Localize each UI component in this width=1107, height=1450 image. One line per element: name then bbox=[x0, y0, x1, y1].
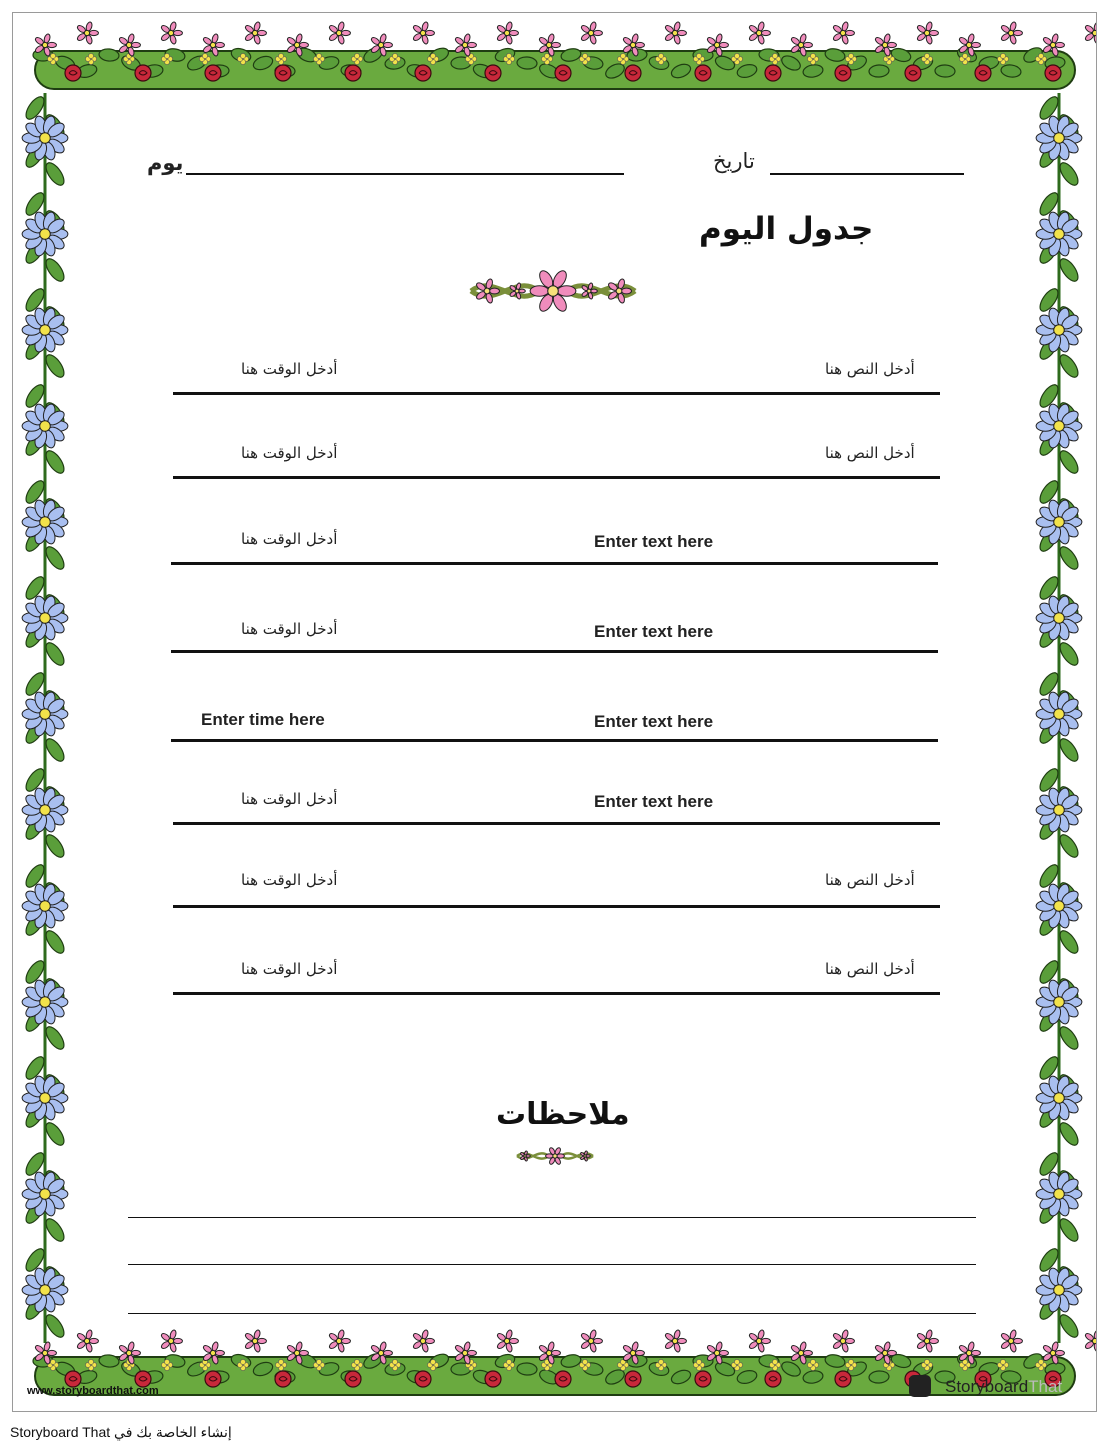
pink-flower-icon bbox=[580, 21, 602, 44]
date-label: تاريخ bbox=[713, 149, 755, 173]
pink-flower-icon bbox=[580, 1329, 602, 1352]
red-rose-icon bbox=[415, 65, 431, 81]
red-rose-icon bbox=[1045, 65, 1061, 81]
schedule-text-field[interactable]: Enter text here bbox=[594, 622, 714, 641]
day-label: يوم bbox=[147, 151, 184, 175]
red-rose-icon bbox=[765, 65, 781, 81]
notes-line[interactable] bbox=[128, 1217, 976, 1218]
schedule-text-field[interactable]: Enter text here bbox=[594, 712, 714, 731]
red-rose-icon bbox=[415, 1371, 431, 1387]
schedule-time-field[interactable]: أدخل الوقت هنا bbox=[241, 960, 338, 978]
day-field-line[interactable] bbox=[186, 173, 624, 175]
schedule-text-field[interactable]: أدخل النص هنا bbox=[825, 871, 915, 889]
pink-flower-icon bbox=[832, 1329, 854, 1352]
pink-flower-icon bbox=[581, 282, 597, 299]
red-rose-icon bbox=[205, 1371, 221, 1387]
side-vine bbox=[1036, 93, 1082, 1343]
red-rose-icon bbox=[555, 1371, 571, 1387]
pink-flower-icon bbox=[475, 278, 499, 304]
red-rose-icon bbox=[485, 1371, 501, 1387]
pink-flower-icon bbox=[160, 21, 182, 44]
notes-ornament bbox=[513, 1145, 597, 1167]
pink-flower-icon bbox=[832, 21, 854, 44]
pink-flower-icon bbox=[748, 1329, 770, 1352]
pink-flower-icon bbox=[546, 1147, 565, 1165]
red-rose-icon bbox=[345, 1371, 361, 1387]
pink-flower-icon bbox=[748, 21, 770, 44]
pink-flower-icon bbox=[664, 1329, 686, 1352]
red-rose-icon bbox=[835, 1371, 851, 1387]
pink-flower-icon bbox=[244, 21, 266, 44]
schedule-text-field[interactable]: Enter text here bbox=[594, 792, 714, 811]
pink-flower-icon bbox=[328, 1329, 350, 1352]
pink-flower-icon bbox=[412, 1329, 434, 1352]
pink-flower-icon bbox=[916, 1329, 938, 1352]
pink-flower-icon bbox=[244, 1329, 266, 1352]
notes-line[interactable] bbox=[128, 1313, 976, 1314]
schedule-time-field[interactable]: Enter time here bbox=[201, 710, 325, 729]
flower-hedge bbox=[33, 1329, 1096, 1395]
floral-border bbox=[13, 13, 1096, 1411]
pink-flower-icon bbox=[76, 21, 98, 44]
schedule-time-field[interactable]: أدخل الوقت هنا bbox=[241, 530, 338, 548]
worksheet-page bbox=[12, 12, 1097, 1412]
red-rose-icon bbox=[625, 65, 641, 81]
schedule-time-field[interactable]: أدخل الوقت هنا bbox=[241, 620, 338, 638]
schedule-text-field[interactable]: Enter text here bbox=[594, 532, 714, 551]
red-rose-icon bbox=[275, 1371, 291, 1387]
red-rose-icon bbox=[345, 65, 361, 81]
schedule-time-field[interactable]: أدخل الوقت هنا bbox=[241, 871, 338, 889]
pink-flower-icon bbox=[328, 21, 350, 44]
pink-flower-icon bbox=[530, 269, 576, 314]
schedule-row-line bbox=[171, 739, 938, 742]
pink-flower-icon bbox=[496, 21, 518, 44]
pink-flower-icon bbox=[160, 1329, 182, 1352]
schedule-row-line bbox=[171, 562, 938, 565]
red-rose-icon bbox=[835, 65, 851, 81]
schedule-row-line bbox=[173, 822, 940, 825]
schedule-row-line bbox=[173, 392, 940, 395]
footer-credit: Storyboard That إنشاء الخاصة بك في bbox=[10, 1424, 232, 1440]
schedule-time-field[interactable]: أدخل الوقت هنا bbox=[241, 790, 338, 808]
red-rose-icon bbox=[695, 65, 711, 81]
pink-flower-icon bbox=[1084, 1329, 1096, 1352]
red-rose-icon bbox=[975, 65, 991, 81]
schedule-row-line bbox=[173, 905, 940, 908]
red-rose-icon bbox=[135, 65, 151, 81]
flower-hedge bbox=[33, 21, 1096, 89]
watermark-logo-main: Storyboard bbox=[945, 1377, 1029, 1396]
storyboard-logo-icon bbox=[909, 1375, 931, 1397]
pink-flower-icon bbox=[1084, 21, 1096, 44]
pink-flower-icon bbox=[1000, 1329, 1022, 1352]
schedule-title: جدول اليوم bbox=[699, 211, 874, 247]
pink-flower-icon bbox=[580, 1151, 590, 1162]
red-rose-icon bbox=[695, 1371, 711, 1387]
schedule-text-field[interactable]: أدخل النص هنا bbox=[825, 960, 915, 978]
side-vine bbox=[22, 93, 68, 1343]
watermark-logo bbox=[945, 1377, 1062, 1397]
schedule-row-line bbox=[173, 476, 940, 479]
leaf-icon bbox=[935, 65, 955, 78]
red-rose-icon bbox=[765, 1371, 781, 1387]
schedule-time-field[interactable]: أدخل الوقت هنا bbox=[241, 444, 338, 462]
red-rose-icon bbox=[205, 65, 221, 81]
date-field-line[interactable] bbox=[770, 173, 964, 175]
pink-flower-icon bbox=[1000, 21, 1022, 44]
schedule-row-line bbox=[173, 992, 940, 995]
red-rose-icon bbox=[275, 65, 291, 81]
notes-title: ملاحظات bbox=[496, 1097, 630, 1132]
schedule-time-field[interactable]: أدخل الوقت هنا bbox=[241, 360, 338, 378]
title-ornament bbox=[465, 267, 641, 315]
schedule-text-field[interactable]: أدخل النص هنا bbox=[825, 444, 915, 462]
schedule-row-line bbox=[171, 650, 938, 653]
red-rose-icon bbox=[905, 65, 921, 81]
notes-line[interactable] bbox=[128, 1264, 976, 1265]
pink-flower-icon bbox=[916, 21, 938, 44]
red-rose-icon bbox=[555, 65, 571, 81]
pink-flower-icon bbox=[520, 1151, 530, 1162]
pink-flower-icon bbox=[76, 1329, 98, 1352]
watermark-url: www.storyboardthat.com bbox=[27, 1385, 159, 1397]
pink-flower-icon bbox=[412, 21, 434, 44]
pink-flower-icon bbox=[607, 278, 631, 304]
pink-flower-icon bbox=[496, 1329, 518, 1352]
pink-flower-icon bbox=[664, 21, 686, 44]
schedule-text-field[interactable]: أدخل النص هنا bbox=[825, 360, 915, 378]
red-rose-icon bbox=[65, 65, 81, 81]
watermark-logo-suffix: That bbox=[1028, 1377, 1063, 1396]
red-rose-icon bbox=[625, 1371, 641, 1387]
red-rose-icon bbox=[485, 65, 501, 81]
